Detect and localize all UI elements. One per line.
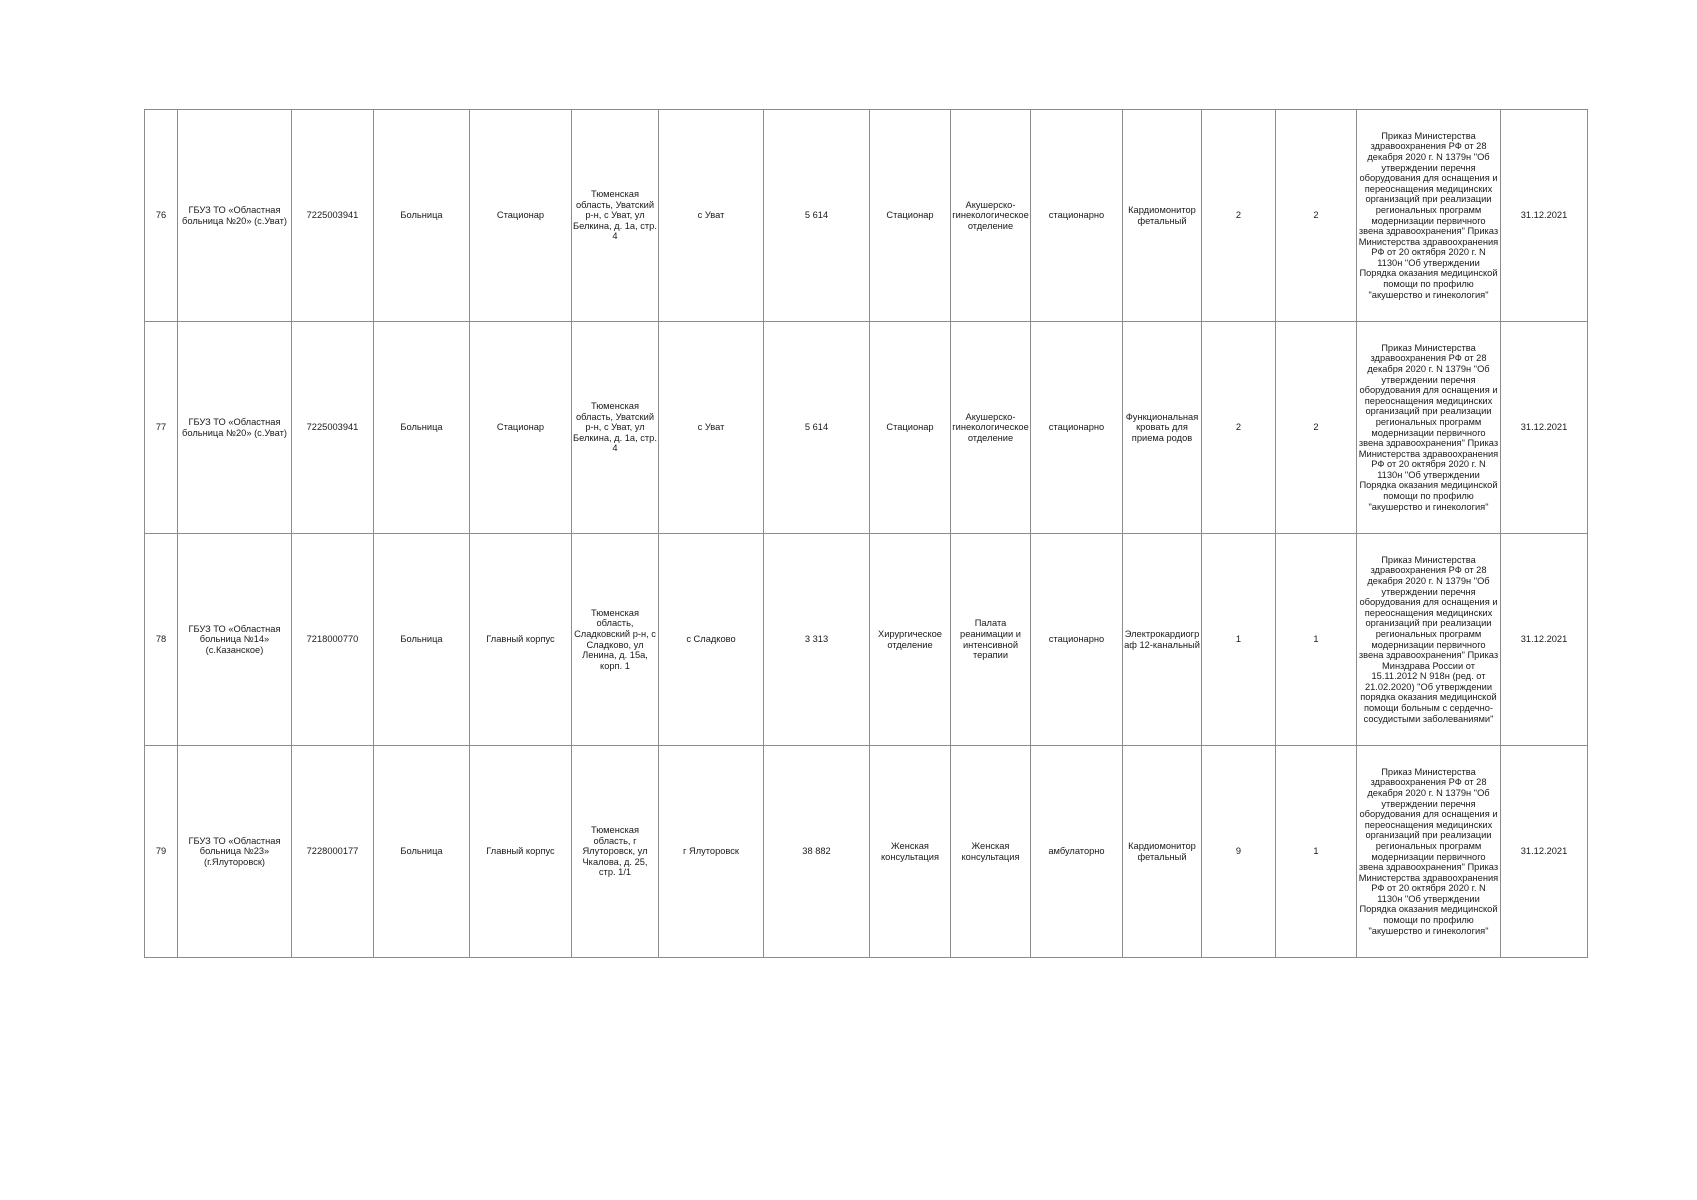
cell-row-number: 79 — [145, 746, 178, 958]
cell-equipment: Электрокардиограф 12-канальный — [1123, 534, 1202, 746]
cell-facility-type: Больница — [374, 322, 470, 534]
cell-unit: Стационар — [870, 322, 951, 534]
cell-department: Палата реанимации и интенсивной терапии — [951, 534, 1031, 746]
cell-equipment: Кардиомонитор фетальный — [1123, 746, 1202, 958]
cell-date: 31.12.2021 — [1501, 746, 1588, 958]
cell-quantity-plan: 2 — [1276, 322, 1357, 534]
table-row — [145, 110, 1588, 322]
cell-row-number: 76 — [145, 110, 178, 322]
cell-address: Тюменская область, Уватский р-н, с Уват, ул Белкина, д. 1а, стр. 4 — [572, 322, 659, 534]
cell-row-number: 78 — [145, 534, 178, 746]
cell-quantity-norm: 1 — [1202, 534, 1276, 746]
cell-department: Акушерско-гинекологическое отделение — [951, 110, 1031, 322]
cell-department: Акушерско-гинекологическое отделение — [951, 322, 1031, 534]
cell-legal-basis: Приказ Министерства здравоохранения РФ от 28 декабря 2020 г. N 1379н "Об утверждении перечня оборудования для оснащения и переоснащения медицинских организаций при реализации региональных программ модернизации первичного звена здравоохранения" Приказ Министерства здравоохранения РФ от 20 октября 2020 г. N 1130н "Об утверждении Порядка оказания медицинской помощи по профилю "акушерство и гинекология" — [1357, 110, 1501, 322]
cell-locality: г Ялуторовск — [659, 746, 764, 958]
cell-organization: ГБУЗ ТО «Областная больница №20» (с.Уват) — [178, 322, 292, 534]
table-row — [145, 534, 1588, 746]
cell-locality: с Уват — [659, 322, 764, 534]
cell-quantity-plan: 1 — [1276, 746, 1357, 958]
cell-date: 31.12.2021 — [1501, 534, 1588, 746]
cell-address: Тюменская область, г Ялуторовск, ул Чкалова, д. 25, стр. 1/1 — [572, 746, 659, 958]
cell-care-condition: стационарно — [1031, 322, 1123, 534]
cell-organization: ГБУЗ ТО «Областная больница №14» (с.Казанское) — [178, 534, 292, 746]
cell-unit: Хирургическое отделение — [870, 534, 951, 746]
cell-quantity-plan: 1 — [1276, 534, 1357, 746]
cell-legal-basis: Приказ Министерства здравоохранения РФ от 28 декабря 2020 г. N 1379н "Об утверждении перечня оборудования для оснащения и переоснащения медицинских организаций при реализации региональных программ модернизации первичного звена здравоохранения" Приказ Министерства здравоохранения РФ от 20 октября 2020 г. N 1130н "Об утверждении Порядка оказания медицинской помощи по профилю "акушерство и гинекология" — [1357, 322, 1501, 534]
cell-locality: с Сладково — [659, 534, 764, 746]
cell-quantity-norm: 2 — [1202, 322, 1276, 534]
cell-population: 5 614 — [764, 110, 870, 322]
cell-quantity-norm: 2 — [1202, 110, 1276, 322]
table-row — [145, 322, 1588, 534]
cell-address: Тюменская область, Уватский р-н, с Уват, ул Белкина, д. 1а, стр. 4 — [572, 110, 659, 322]
cell-building: Главный корпус — [470, 534, 572, 746]
cell-address: Тюменская область, Сладковский р-н, с Сладково, ул Ленина, д. 15а, корп. 1 — [572, 534, 659, 746]
cell-organization: ГБУЗ ТО «Областная больница №23» (г.Ялуторовск) — [178, 746, 292, 958]
cell-inn: 7218000770 — [292, 534, 374, 746]
equipment-table — [144, 109, 1588, 958]
cell-care-condition: стационарно — [1031, 534, 1123, 746]
cell-facility-type: Больница — [374, 534, 470, 746]
cell-department: Женская консультация — [951, 746, 1031, 958]
cell-quantity-norm: 9 — [1202, 746, 1276, 958]
cell-inn: 7228000177 — [292, 746, 374, 958]
cell-population: 38 882 — [764, 746, 870, 958]
cell-building: Стационар — [470, 110, 572, 322]
cell-inn: 7225003941 — [292, 110, 374, 322]
cell-unit: Женская консультация — [870, 746, 951, 958]
cell-care-condition: амбулаторно — [1031, 746, 1123, 958]
table-row — [145, 746, 1588, 958]
cell-unit: Стационар — [870, 110, 951, 322]
cell-inn: 7225003941 — [292, 322, 374, 534]
cell-legal-basis: Приказ Министерства здравоохранения РФ от 28 декабря 2020 г. N 1379н "Об утверждении перечня оборудования для оснащения и переоснащения медицинских организаций при реализации региональных программ модернизации первичного звена здравоохранения" Приказ Минздрава России от 15.11.2012 N 918н (ред. от 21.02.2020) "Об утверждении порядка оказания медицинской помощи больным с сердечно-сосудистыми заболеваниями" — [1357, 534, 1501, 746]
cell-date: 31.12.2021 — [1501, 322, 1588, 534]
cell-legal-basis: Приказ Министерства здравоохранения РФ от 28 декабря 2020 г. N 1379н "Об утверждении перечня оборудования для оснащения и переоснащения медицинских организаций при реализации региональных программ модернизации первичного звена здравоохранения" Приказ Министерства здравоохранения РФ от 20 октября 2020 г. N 1130н "Об утверждении Порядка оказания медицинской помощи по профилю "акушерство и гинекология" — [1357, 746, 1501, 958]
cell-quantity-plan: 2 — [1276, 110, 1357, 322]
cell-locality: с Уват — [659, 110, 764, 322]
cell-population: 3 313 — [764, 534, 870, 746]
cell-care-condition: стационарно — [1031, 110, 1123, 322]
cell-equipment: Функциональная кровать для приема родов — [1123, 322, 1202, 534]
cell-equipment: Кардиомонитор фетальный — [1123, 110, 1202, 322]
cell-population: 5 614 — [764, 322, 870, 534]
cell-row-number: 77 — [145, 322, 178, 534]
cell-date: 31.12.2021 — [1501, 110, 1588, 322]
cell-building: Главный корпус — [470, 746, 572, 958]
cell-organization: ГБУЗ ТО «Областная больница №20» (с.Уват) — [178, 110, 292, 322]
cell-building: Стационар — [470, 322, 572, 534]
cell-facility-type: Больница — [374, 110, 470, 322]
cell-facility-type: Больница — [374, 746, 470, 958]
